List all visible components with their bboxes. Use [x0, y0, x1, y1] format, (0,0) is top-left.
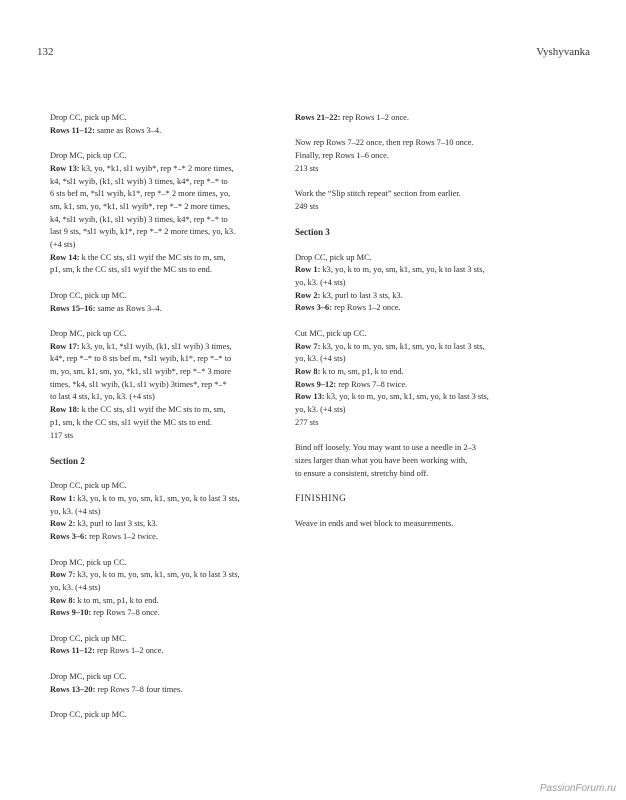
instruction-block: [50, 557, 282, 621]
instruction-block: [295, 442, 553, 480]
instruction-line: [295, 404, 553, 417]
instruction-text: k to m, sm, p1, k to end.: [75, 595, 159, 605]
instruction-line: [50, 226, 282, 239]
row-label: Row 17:: [50, 341, 80, 351]
instruction-text: k3, yo, *k1, sl1 wyib*, rep *–* 2 more times,: [79, 163, 234, 173]
instruction-text: rep Rows 1–2 once.: [340, 113, 409, 122]
watermark: PassionForum.ru: [539, 783, 616, 794]
instruction-line: [50, 112, 282, 125]
instruction-block: [50, 328, 282, 442]
instruction-line: [50, 430, 282, 443]
row-label: Rows 13–20:: [50, 684, 96, 694]
instruction-text: (+4 sts): [50, 240, 76, 250]
instruction-line: [50, 214, 282, 227]
instruction-line: [50, 201, 282, 214]
instruction-block: [295, 137, 553, 175]
instruction-text: rep Rows 1–2 twice.: [87, 532, 158, 542]
instruction-text: times, *k4, sl1 wyib, (k1, sl1 wyib) 3times*, rep *–*: [50, 379, 227, 389]
instruction-line: [295, 353, 553, 366]
row-label: Row 8:: [295, 366, 321, 376]
instruction-line: [295, 341, 553, 354]
instruction-text: k3, purl to last 3 sts, k3.: [75, 519, 158, 529]
instruction-text: rep Rows 7–8 once.: [91, 608, 160, 618]
row-label: Row 18:: [50, 405, 80, 415]
row-label: Row 2:: [295, 290, 321, 300]
instruction-line: [50, 645, 282, 658]
instruction-text: k3, yo, k1, *sl1 wyib, (k1, sl1 wyib) 3 times,: [79, 341, 232, 351]
instruction-line: [50, 353, 282, 366]
row-label: Rows 21–22:: [295, 113, 341, 122]
instruction-line: [50, 290, 282, 303]
row-label: Row 2:: [50, 519, 76, 529]
instruction-text: k3, yo, k to m, yo, sm, k1, sm, yo, k to last 3 sts,: [324, 392, 489, 402]
instruction-text: Drop CC, pick up MC.: [50, 113, 127, 122]
instruction-text: Now rep Rows 7–22 once, then rep Rows 7–10 once.: [295, 138, 474, 148]
instruction-block: [50, 709, 282, 722]
instruction-text: p1, sm, k the CC sts, sl1 wyif the MC sts to end.: [50, 417, 212, 427]
instruction-line: [295, 366, 553, 379]
instruction-line: [295, 455, 553, 468]
instruction-text: yo, k3. (+4 sts): [50, 582, 101, 592]
instruction-text: Drop CC, pick up MC.: [50, 709, 127, 719]
instruction-block: [50, 290, 282, 315]
instruction-text: Drop CC, pick up MC.: [50, 633, 127, 643]
instruction-text: k to m, sm, p1, k to end.: [320, 366, 404, 376]
instruction-text: 6 sts bef m, *sl1 wyib, k1*, rep *–* 2 more times, yo,: [50, 189, 231, 199]
instruction-text: k the CC sts, sl1 wyif the MC sts to m, sm,: [79, 405, 226, 415]
row-label: Rows 9–12:: [295, 379, 337, 389]
row-label: Row 13:: [295, 392, 325, 402]
instruction-text: Cut MC, pick up CC.: [295, 328, 367, 338]
instruction-text: sm, k1, sm, yo, *k1, sl1 wyib*, rep *–* 2 more times,: [50, 201, 231, 211]
instruction-line: [50, 417, 282, 430]
instruction-line: [50, 506, 282, 519]
instruction-text: Bind off loosely. You may want to use a needle in 2–3: [295, 443, 476, 453]
instruction-block: [50, 150, 282, 277]
instruction-line: [295, 290, 553, 303]
instruction-block: [50, 112, 282, 137]
instruction-text: Weave in ends and wet block to measurements.: [295, 519, 454, 529]
instruction-line: [295, 302, 553, 315]
instruction-line: [295, 277, 553, 290]
row-label: Rows 15–16:: [50, 303, 96, 313]
instruction-line: [50, 582, 282, 595]
instruction-line: [295, 137, 553, 150]
running-header-title: Vyshyvanka: [536, 46, 590, 58]
row-label: Row 7:: [50, 570, 76, 580]
instruction-line: [50, 264, 282, 277]
instruction-text: Drop CC, pick up MC.: [50, 481, 127, 491]
instruction-line: [295, 163, 553, 176]
instruction-text: k3, yo, k to m, yo, sm, k1, sm, yo, k to last 3 sts,: [75, 494, 240, 504]
instruction-block: [295, 518, 553, 531]
instruction-line: [50, 163, 282, 176]
instruction-line: [50, 531, 282, 544]
instruction-line: [50, 518, 282, 531]
instruction-text: Drop CC, pick up MC.: [295, 252, 372, 262]
instruction-line: [295, 379, 553, 392]
instruction-line: [295, 252, 553, 265]
instruction-line: [295, 201, 553, 214]
instruction-text: Drop CC, pick up MC.: [50, 290, 127, 300]
instruction-block: [50, 671, 282, 696]
row-label: Rows 3–6:: [295, 303, 332, 313]
section-heading: Section 2: [50, 455, 85, 466]
instruction-line: [50, 125, 282, 138]
instruction-line: [50, 557, 282, 570]
instruction-text: Work the “Slip stitch repeat” section from earlier.: [295, 189, 461, 199]
instruction-line: [295, 188, 553, 201]
instruction-text: k4, *sl1 wyib, (k1, sl1 wyib) 3 times, k4*, rep *–* to: [50, 214, 228, 224]
instruction-block: [295, 252, 553, 316]
instruction-line: [50, 684, 282, 697]
instruction-text: rep Rows 1–2 once.: [94, 646, 164, 656]
instruction-line: [50, 607, 282, 620]
instruction-text: k3, yo, k to m, yo, sm, k1, sm, yo, k to last 3 sts,: [320, 265, 485, 275]
instruction-line: [295, 468, 553, 481]
instruction-line: [50, 633, 282, 646]
instruction-line: [50, 341, 282, 354]
instruction-line: [50, 493, 282, 506]
right-column: [295, 112, 553, 544]
instruction-text: k4*, rep *–* to 8 sts bef m, *sl1 wyib, k1*, rep *–* to: [50, 354, 232, 364]
instruction-text: Drop MC, pick up CC.: [50, 557, 127, 567]
row-label: Rows 11–12:: [50, 646, 95, 656]
instruction-text: Drop MC, pick up CC.: [50, 328, 127, 338]
instruction-line: [50, 404, 282, 417]
instruction-line: [295, 264, 553, 277]
instruction-line: [50, 391, 282, 404]
instruction-text: same as Rows 3–4.: [94, 125, 162, 135]
row-label: Row 7:: [295, 341, 321, 351]
instruction-text: p1, sm, k the CC sts, sl1 wyif the MC sts to end.: [50, 265, 212, 275]
left-column: [50, 112, 282, 734]
instruction-text: sizes larger than what you have been working with,: [295, 455, 468, 465]
instruction-text: Finally, rep Rows 1–6 once.: [295, 151, 389, 161]
instruction-line: [295, 150, 553, 163]
instruction-line: [50, 239, 282, 252]
instruction-text: rep Rows 7–8 four times.: [95, 684, 183, 694]
instruction-text: 213 sts: [295, 163, 319, 173]
row-label: Row 8:: [50, 595, 76, 605]
instruction-text: 249 sts: [295, 201, 319, 211]
instruction-text: to last 4 sts, k1, yo, k3. (+4 sts): [50, 392, 155, 402]
instruction-text: yo, k3. (+4 sts): [295, 278, 346, 288]
finishing-heading: FINISHING: [295, 493, 347, 504]
instruction-text: yo, k3. (+4 sts): [295, 405, 346, 415]
page-number: 132: [37, 46, 54, 58]
instruction-text: yo, k3. (+4 sts): [295, 354, 346, 364]
instruction-line: [50, 252, 282, 265]
instruction-line: [50, 366, 282, 379]
instruction-line: [295, 328, 553, 341]
instruction-line: [50, 569, 282, 582]
instruction-line: [50, 150, 282, 163]
instruction-block: [295, 112, 553, 125]
instruction-line: [295, 442, 553, 455]
instruction-text: k3, purl to last 3 sts, k3.: [320, 290, 403, 300]
instruction-text: Drop MC, pick up CC.: [50, 671, 127, 681]
instruction-line: [50, 709, 282, 722]
instruction-line: [50, 595, 282, 608]
instruction-block: [50, 480, 282, 544]
instruction-text: last 9 sts, *sl1 wyib, k1*, rep *–* 2 more times, yo, k3.: [50, 227, 236, 237]
instruction-text: k4, *sl1 wyib, (k1, sl1 wyib) 3 times, k4*, rep *–* to: [50, 176, 228, 186]
instruction-text: m, yo, sm, k1, sm, yo, *k1, sl1 wyib*, rep *–* 3 more: [50, 367, 231, 377]
instruction-block: [295, 188, 553, 213]
row-label: Row 1:: [295, 265, 321, 275]
instruction-text: same as Rows 3–4.: [95, 303, 162, 313]
instruction-line: [50, 188, 282, 201]
section-heading: Section 3: [295, 227, 330, 238]
instruction-text: yo, k3. (+4 sts): [50, 506, 101, 516]
row-label: Rows 11–12:: [50, 125, 95, 135]
row-label: Row 1:: [50, 494, 76, 504]
row-label: Rows 9–10:: [50, 608, 92, 618]
row-label: Row 13:: [50, 163, 80, 173]
row-label: Rows 3–6:: [50, 532, 87, 542]
instruction-line: [295, 391, 553, 404]
row-label: Row 14:: [50, 252, 80, 262]
instruction-text: k3, yo, k to m, yo, sm, k1, sm, yo, k to last 3 sts,: [320, 341, 485, 351]
instruction-block: [50, 633, 282, 658]
instruction-line: [50, 176, 282, 189]
instruction-line: [295, 112, 553, 125]
instruction-line: [295, 518, 553, 531]
instruction-block: [295, 328, 553, 430]
instruction-text: 117 sts: [50, 430, 74, 440]
instruction-text: k the CC sts, sl1 wyif the MC sts to m, sm,: [79, 252, 226, 262]
instruction-line: [50, 671, 282, 684]
instruction-line: [295, 417, 553, 430]
instruction-line: [50, 379, 282, 392]
instruction-line: [50, 480, 282, 493]
instruction-text: k3, yo, k to m, yo, sm, k1, sm, yo, k to last 3 sts,: [75, 570, 240, 580]
instruction-text: rep Rows 7–8 twice.: [336, 379, 408, 389]
instruction-text: 277 sts: [295, 417, 319, 427]
instruction-line: [50, 303, 282, 316]
instruction-text: Drop MC, pick up CC.: [50, 151, 127, 161]
instruction-text: to ensure a consistent, stretchy bind off.: [295, 468, 429, 478]
instruction-line: [50, 328, 282, 341]
instruction-text: rep Rows 1–2 once.: [332, 303, 401, 313]
